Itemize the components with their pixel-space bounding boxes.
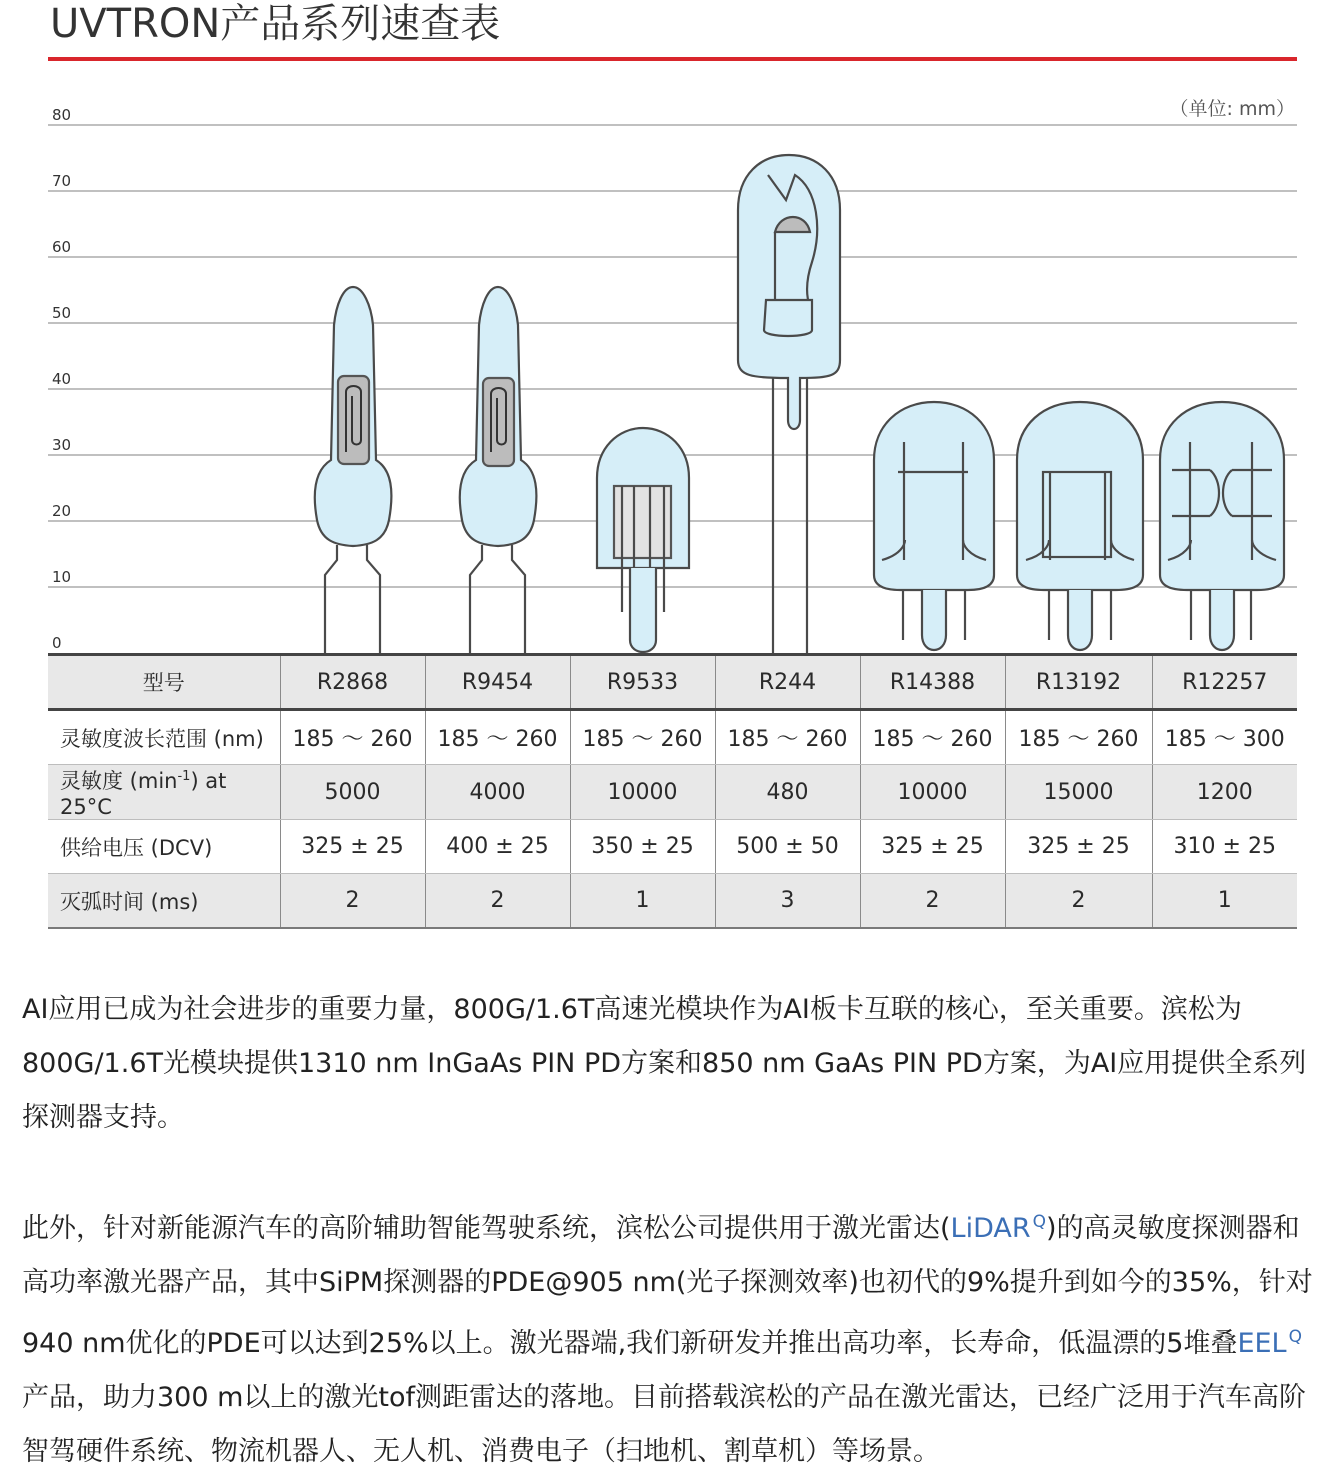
table-row: [48, 874, 1297, 929]
table-cell: 185 ～ 260: [715, 710, 860, 765]
tube-r13192-drawing: [1017, 402, 1143, 650]
row-label-post: ) at 25°C: [60, 769, 227, 819]
paragraph-text: 此外，针对新能源汽车的高阶辅助智能驾驶系统，滨松公司提供用于激光雷达(: [22, 1213, 951, 1244]
table-cell: 325 ± 25: [860, 820, 1005, 874]
table-cell: 1: [570, 874, 715, 929]
axis-tick-50: 50: [52, 304, 72, 322]
table-cell: 185 ～ 260: [1005, 710, 1152, 765]
axis-tick-70: 70: [52, 172, 72, 190]
table-cell: 2: [280, 874, 425, 929]
row-label: 供给电压 (DCV): [48, 820, 280, 874]
row-label: 灭弧时间 (ms): [48, 874, 280, 929]
table-cell: 2: [425, 874, 570, 929]
table-header-row: [48, 655, 1297, 710]
page-title: UVTRON产品系列速查表: [50, 1, 501, 47]
tube-r14388-drawing: [874, 402, 994, 650]
header-model: R13192: [1005, 655, 1152, 710]
search-icon[interactable]: Q: [1032, 1212, 1047, 1232]
header-model: R9454: [425, 655, 570, 710]
header-model: R2868: [280, 655, 425, 710]
article-paragraph-2: [22, 1195, 1317, 1479]
table-cell: 310 ± 25: [1152, 820, 1297, 874]
table-cell: 2: [1005, 874, 1152, 929]
header-model: R14388: [860, 655, 1005, 710]
table-row: [48, 765, 1297, 820]
axis-tick-10: 10: [52, 568, 72, 586]
table-cell: 4000: [425, 765, 570, 820]
row-label: [48, 765, 280, 820]
article-paragraph-1: AI应用已成为社会进步的重要力量，800G/1.6T高速光模块作为AI板卡互联的核心，至关重要。滨松为800G/1.6T光模块提供1310 nm InGaAs PIN PD方案和850 nm GaAs PIN PD方案，为AI应用提供全系列探测器支持。: [22, 994, 1307, 1133]
search-icon[interactable]: Q: [1288, 1327, 1302, 1347]
table-cell: 500 ± 50: [715, 820, 860, 874]
header-model: R12257: [1152, 655, 1297, 710]
table-cell: 10000: [570, 765, 715, 820]
table-row: [48, 710, 1297, 765]
row-label: 灵敏度波长范围 (nm): [48, 710, 280, 765]
header-model: R9533: [570, 655, 715, 710]
tube-r244-drawing: [738, 155, 840, 653]
eel-link[interactable]: EEL: [1237, 1328, 1287, 1359]
table-cell: 5000: [280, 765, 425, 820]
table-cell: 325 ± 25: [280, 820, 425, 874]
table-cell: 400 ± 25: [425, 820, 570, 874]
paragraph-text: 产品，助力300 m以上的激光tof测距雷达的落地。目前搭载滨松的产品在激光雷达，已经广泛用于汽车高阶智驾硬件系统、物流机器人、无人机、消费电子（扫地机、割草机）等场景。: [22, 1382, 1307, 1467]
table-cell: 185 ～ 260: [280, 710, 425, 765]
axis-tick-0: 0: [52, 634, 62, 652]
table-cell: 10000: [860, 765, 1005, 820]
axis-tick-80: 80: [52, 106, 72, 124]
table-cell: 2: [860, 874, 1005, 929]
table-cell: 3: [715, 874, 860, 929]
tube-r12257-drawing: [1160, 402, 1284, 650]
table-cell: 185 ～ 260: [860, 710, 1005, 765]
table-cell: 480: [715, 765, 860, 820]
row-label-sup: -1: [177, 769, 191, 784]
table-cell: 185 ～ 260: [425, 710, 570, 765]
header-model: R244: [715, 655, 860, 710]
table-cell: 1200: [1152, 765, 1297, 820]
table-cell: 185 ～ 260: [570, 710, 715, 765]
table-cell: 1: [1152, 874, 1297, 929]
table-cell: 15000: [1005, 765, 1152, 820]
tube-r9454-drawing: [460, 287, 537, 653]
axis-tick-40: 40: [52, 370, 72, 388]
axis-tick-20: 20: [52, 502, 72, 520]
axis-tick-30: 30: [52, 436, 72, 454]
axis-tick-60: 60: [52, 238, 72, 256]
paragraph-text: )的高灵敏度探测器和高功率激光器产品，其中SiPM探测器的PDE@905 nm(光子探测效率)也初代的9%提升到如今的35%，针对940 nm优化的PDE可以达到25%以上。激光器端,我们新研发并推出高功率，长寿命，低温漂的5堆叠: [22, 1213, 1313, 1359]
table-row: [48, 820, 1297, 874]
spec-table: [48, 653, 1297, 929]
tube-r9533-drawing: [597, 428, 689, 652]
unit-note: （单位: mm）: [1169, 98, 1295, 120]
tube-r2868-drawing: [315, 287, 392, 653]
table-cell: 185 ～ 300: [1152, 710, 1297, 765]
header-model-label: 型号: [48, 655, 280, 710]
product-size-figure: [0, 0, 1343, 655]
lidar-link[interactable]: LiDAR: [950, 1213, 1031, 1244]
table-cell: 325 ± 25: [1005, 820, 1152, 874]
row-label-main: 灵敏度 (min: [60, 769, 178, 793]
table-cell: 350 ± 25: [570, 820, 715, 874]
